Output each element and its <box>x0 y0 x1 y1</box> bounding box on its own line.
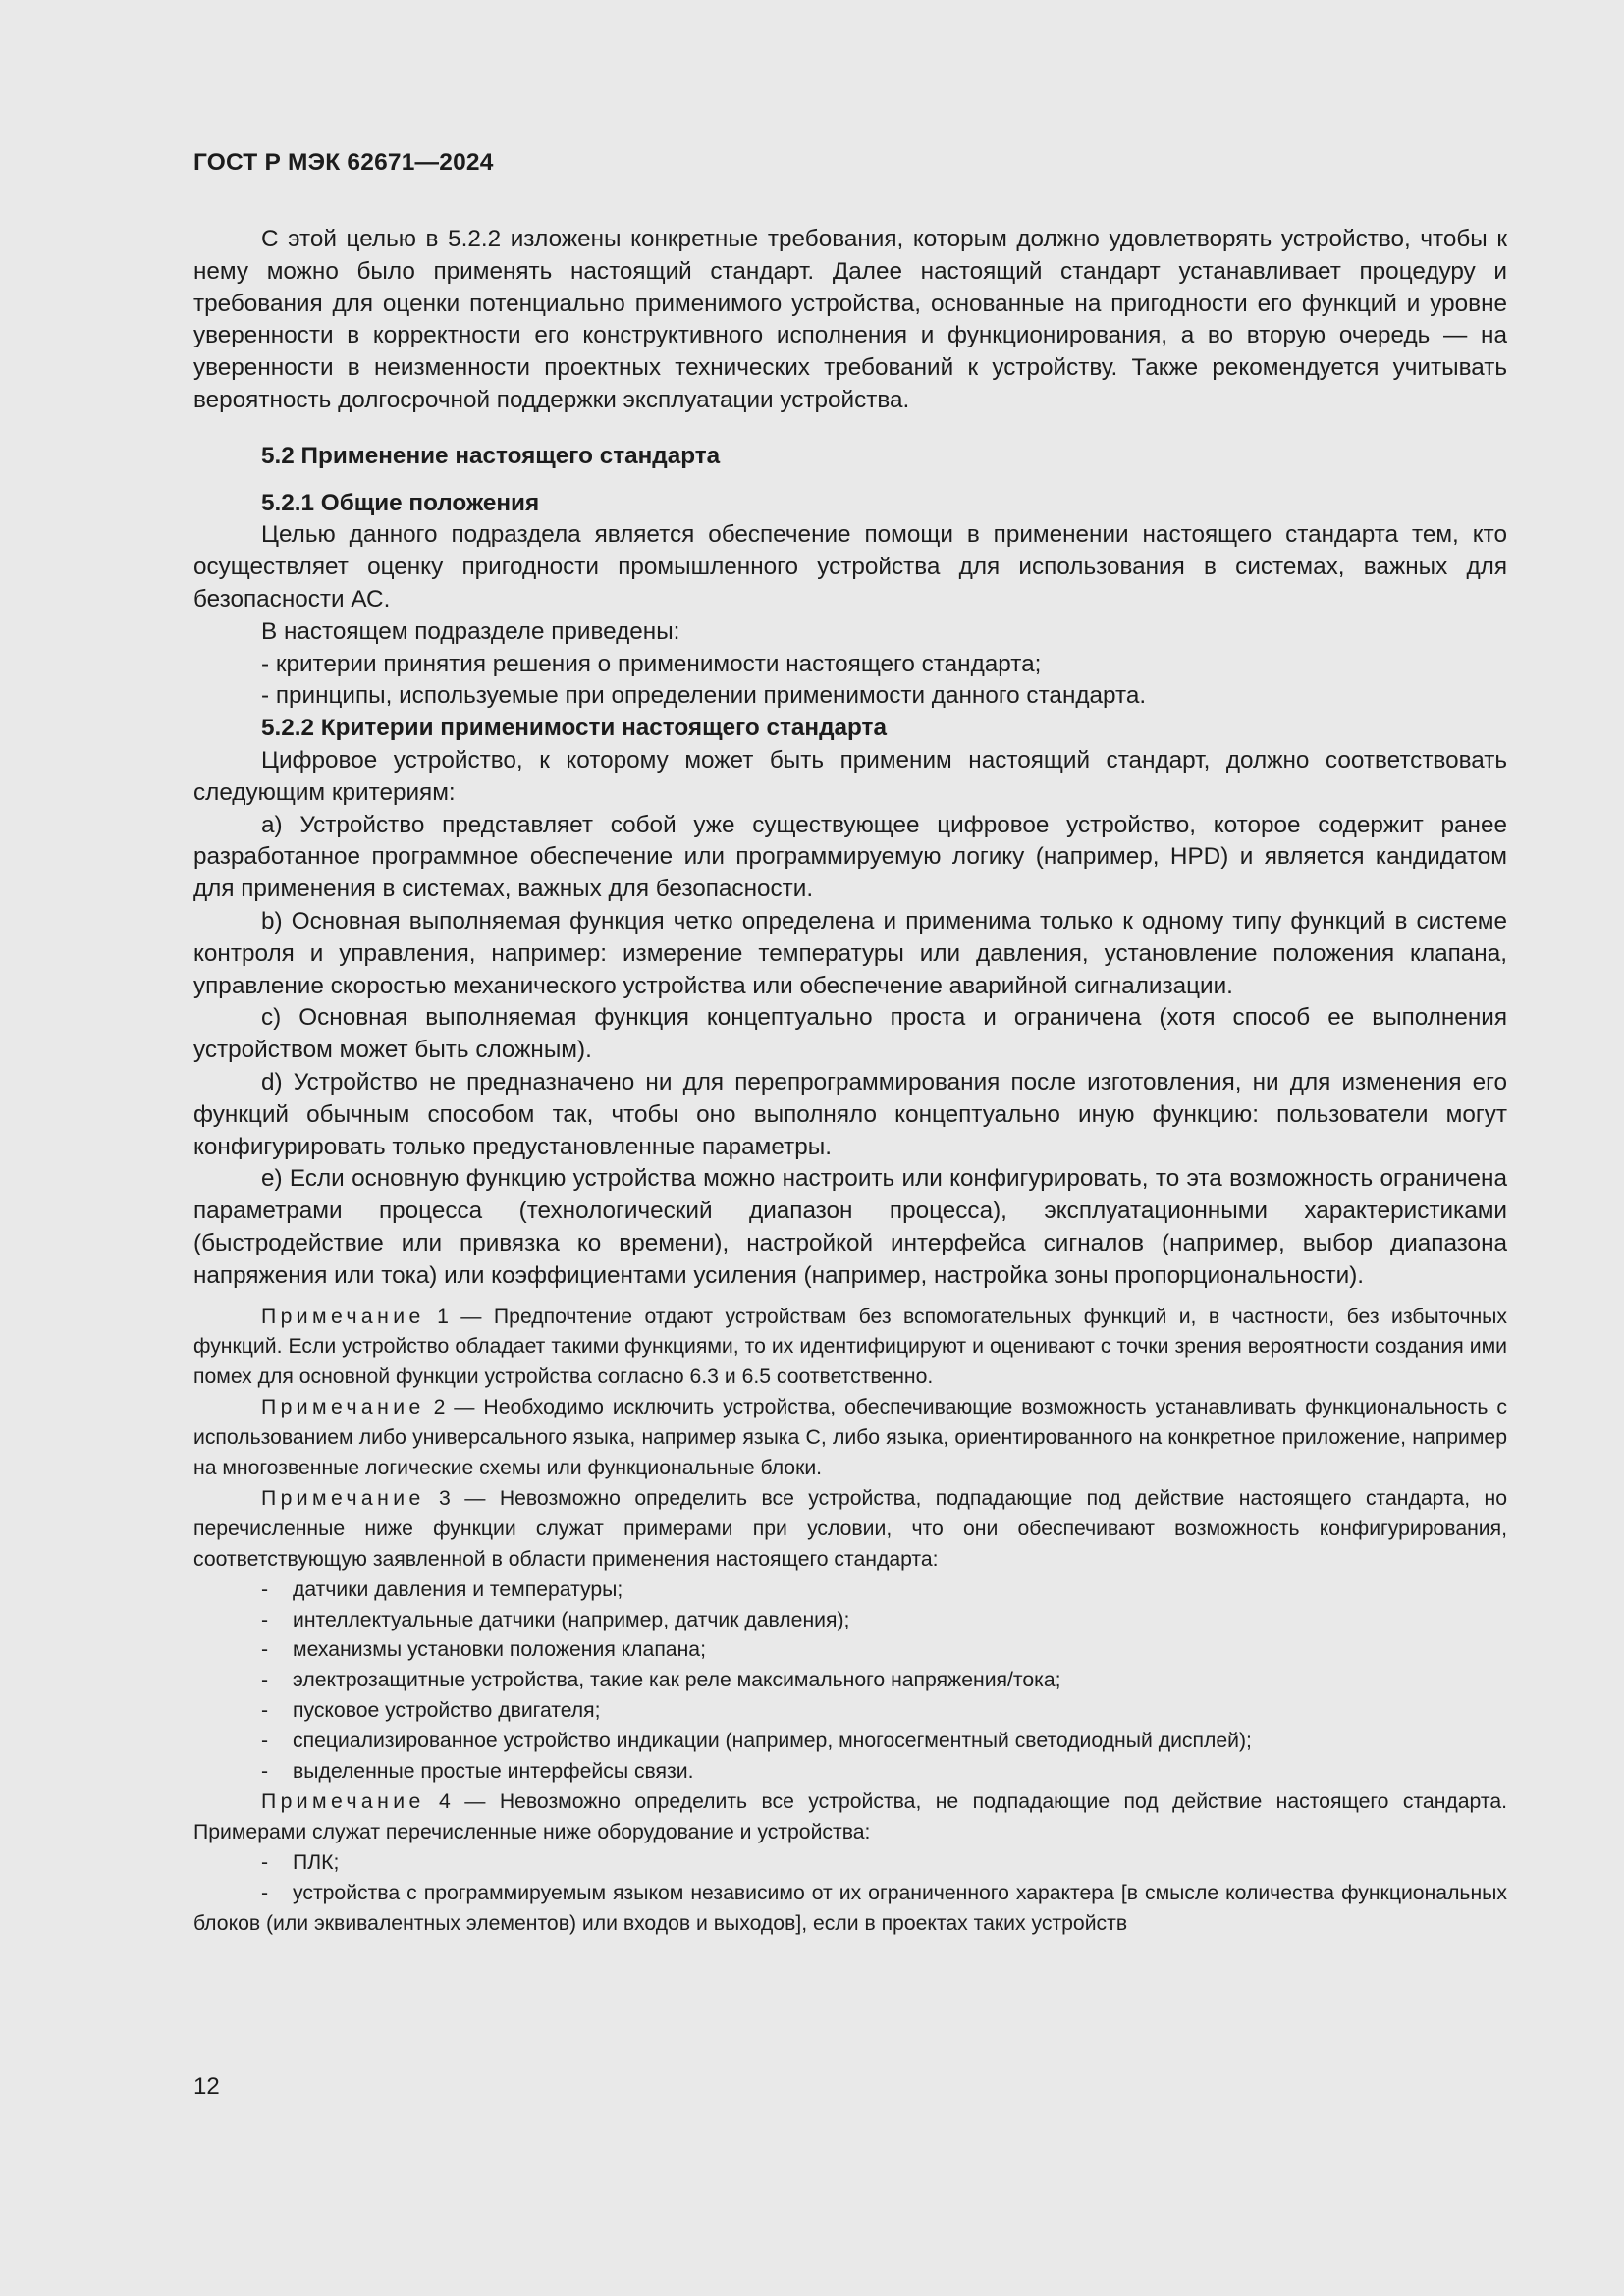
criterion-d: d) Устройство не предназначено ни для перепрограммирования после изготовления, ни для изменения его функций обычным способом так, чтобы оно выполняло концептуально иную функцию: пользователи могут конфигурировать только предустановленные параметры. <box>193 1068 1507 1160</box>
note-list-item: - датчики давления и температуры; <box>193 1575 1507 1606</box>
note-list-item: - механизмы установки положения клапана; <box>193 1635 1507 1666</box>
note-2 <box>193 1393 1507 1484</box>
note-list-item: - ПЛК; <box>193 1848 1507 1879</box>
paragraph: В настоящем подразделе приведены: <box>261 617 680 645</box>
criterion-b: b) Основная выполняемая функция четко определена и применима только к одному типу функций в системе контроля и управления, например: измерение температуры или давления, установление положения клапана, управление скоростью механического устройства или обеспечение аварийной сигнализации. <box>193 907 1507 999</box>
page-body <box>193 224 1507 1940</box>
criterion-a: a) Устройство представляет собой уже существующее цифровое устройство, которое содержит ранее разработанное программное обеспечение или программируемую логику (например, HPD) и является кандидатом для применения в системах, важных для безопасности. <box>193 811 1507 903</box>
note-3 <box>193 1484 1507 1575</box>
note-text: — Предпочтение отдают устройствам без вспомогательных функций и, в частности, без избыточных функций. Если устройство обладает такими функциями, то их идентифицируют и оценивают с точки зрения вероятности создания ими помех для основной функции устройства согласно 6.3 и 6.5 соответственно. <box>193 1305 1508 1389</box>
dash-marker: - <box>261 1850 269 1874</box>
note-4 <box>193 1788 1507 1848</box>
dash-marker: - <box>261 1638 269 1662</box>
notes-block <box>193 1303 1507 1940</box>
note-number: 3 <box>424 1486 451 1510</box>
dash-marker: - <box>261 1699 269 1723</box>
paragraph: Целью данного подраздела является обеспечение помощи в применении настоящего стандарта тем, кто осуществляет оценку пригодности промышленного устройства для использования в системах, важных для безопасности АС. <box>193 521 1507 613</box>
section-heading-5-2-1: 5.2.1 Общие положения <box>261 489 540 516</box>
note-number: 2 <box>424 1396 446 1419</box>
note-text: — Необходимо исключить устройства, обеспечивающие возможность устанавливать функциональность с использованием либо универсального языка, например языка C, либо языка, ориентированного на конкретное приложение, например на многозвенные логические схемы или функциональные блоки. <box>193 1396 1507 1480</box>
note-1 <box>193 1303 1507 1394</box>
note-list-item: - электрозащитные устройства, такие как реле максимального напряжения/тока; <box>193 1666 1507 1696</box>
page-number: 12 <box>193 2073 220 2100</box>
note-label: Примечание <box>261 1790 425 1813</box>
dash-marker: - <box>261 1881 269 1904</box>
dash-marker: - <box>261 1669 269 1692</box>
section-heading-5-2-2: 5.2.2 Критерии применимости настоящего стандарта <box>261 715 887 742</box>
note-list-item: - устройства с программируемым языком независимо от их ограниченного характера [в смысле количества функциональных блоков (или эквивалентных элементов) или входов и выходов], если в проектах таких устройств <box>193 1879 1507 1940</box>
list-item: - критерии принятия решения о применимости настоящего стандарта; <box>261 650 1042 677</box>
note-label: Примечание <box>261 1486 425 1510</box>
list-item: - принципы, используемые при определении применимости данного стандарта. <box>261 682 1147 710</box>
note-list-item: - пусковое устройство двигателя; <box>193 1696 1507 1727</box>
note-text: — Невозможно определить все устройства, подпадающие под действие настоящего стандарта, но перечисленные ниже функции служат примерами при условии, что они обеспечивают возможность конфигурирования, соответствующую заявленной в области применения настоящего стандарта: <box>193 1486 1507 1571</box>
note-list-item: - выделенные простые интерфейсы связи. <box>193 1757 1507 1788</box>
section-heading-5-2: 5.2 Применение настоящего стандарта <box>261 442 721 469</box>
paragraph: Цифровое устройство, к которому может быть применим настоящий стандарт, должно соответствовать следующим критериям: <box>193 746 1507 806</box>
dash-marker: - <box>261 1760 269 1784</box>
note-number: 4 <box>424 1790 451 1813</box>
note-label: Примечание <box>261 1305 425 1328</box>
dash-marker: - <box>261 1577 269 1601</box>
note-label: Примечание <box>261 1396 425 1419</box>
note-list-item: - интеллектуальные датчики (например, датчик давления); <box>193 1606 1507 1636</box>
note-list-item: - специализированное устройство индикации (например, многосегментный светодиодный дисплей); <box>193 1727 1507 1757</box>
dash-marker: - <box>261 1730 269 1753</box>
dash-marker: - <box>261 1608 269 1631</box>
criterion-c: c) Основная выполняемая функция концептуально проста и ограничена (хотя способ ее выполнения устройством может быть сложным). <box>193 1004 1507 1064</box>
note-text: — Невозможно определить все устройства, не подпадающие под действие настоящего стандарта. Примерами служат перечисленные ниже оборудование и устройства: <box>193 1790 1507 1843</box>
criterion-e: e) Если основную функцию устройства можно настроить или конфигурировать, то эта возможность ограничена параметрами процесса (технологический диапазон процесса), эксплуатационными характеристиками (быстродействие или привязка ко времени), настройкой интерфейса сигналов (например, выбор диапазона напряжения или тока) или коэффициентами усиления (например, настройка зоны пропорциональности). <box>193 1165 1507 1289</box>
note-number: 1 <box>424 1305 449 1328</box>
document-header: ГОСТ Р МЭК 62671—2024 <box>193 149 494 176</box>
intro-paragraph: С этой целью в 5.2.2 изложены конкретные требования, которым должно удовлетворять устройство, чтобы к нему можно было применять настоящий стандарт. Далее настоящий стандарт устанавливает процедуру и требования для оценки потенциально применимого устройства, основанные на пригодности его функций и уровне уверенности в корректности его конструктивного исполнения и функционирования, а во вторую очередь — на уверенности в неизменности проектных технических требований к устройству. Также рекомендуется учитывать вероятность долгосрочной поддержки эксплуатации устройства. <box>193 226 1507 413</box>
